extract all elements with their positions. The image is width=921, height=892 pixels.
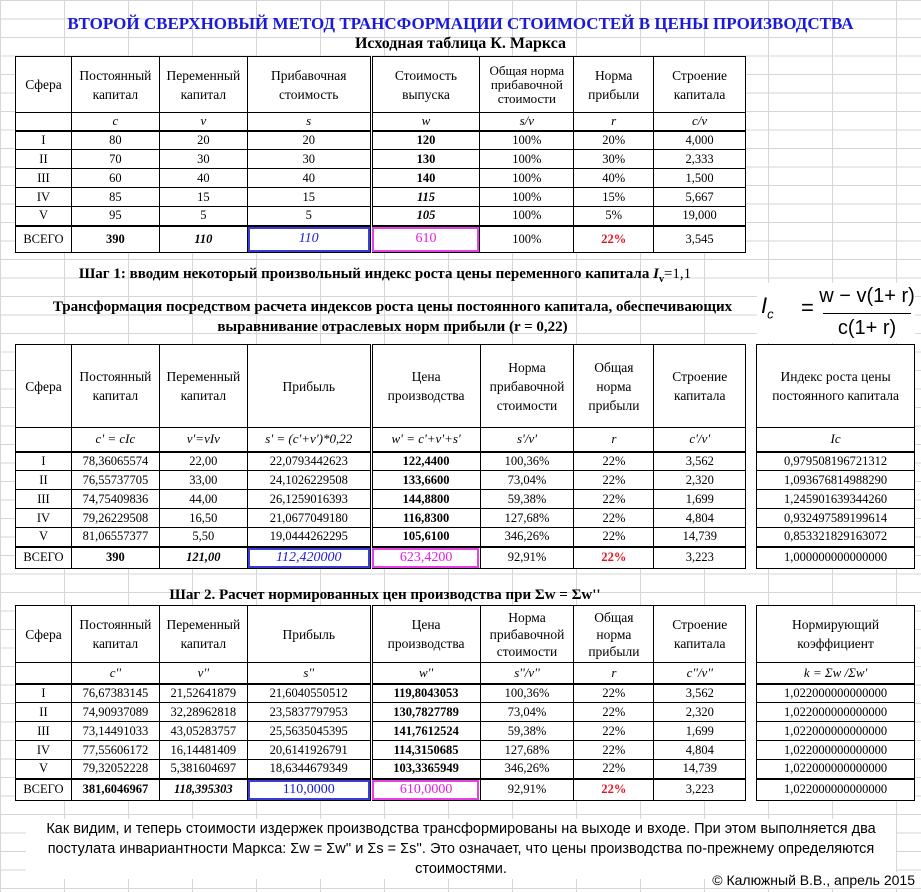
step1-text bbox=[20, 266, 750, 285]
cell: 120 bbox=[371, 131, 480, 150]
cell: 40% bbox=[574, 169, 654, 188]
header-cell: Цена производства bbox=[371, 606, 480, 663]
table2-header-row bbox=[16, 345, 915, 428]
cell: 1,093676814988290 bbox=[757, 471, 915, 490]
spacer-cell bbox=[746, 606, 757, 801]
formula-lhs: $I_c$ bbox=[761, 293, 774, 322]
table-row bbox=[16, 703, 915, 722]
cell: 59,38% bbox=[480, 490, 574, 509]
cell: 74,90937089 bbox=[71, 703, 159, 722]
cell: 22% bbox=[574, 703, 654, 722]
cell: 127,68% bbox=[480, 741, 574, 760]
cell: 4,804 bbox=[654, 509, 746, 528]
header-cell: Стоимость выпуска bbox=[371, 57, 480, 113]
header-cell: Постоянный капитал bbox=[71, 345, 159, 428]
symbol-cell: v'=vIv bbox=[159, 428, 247, 452]
symbol-cell: Ic bbox=[757, 428, 915, 452]
cell: 390 bbox=[71, 226, 159, 253]
cell: 73,04% bbox=[480, 471, 574, 490]
cell: 79,32052228 bbox=[71, 760, 159, 779]
cell: 3,223 bbox=[654, 779, 746, 801]
cell: 1,022000000000000 bbox=[757, 722, 915, 741]
symbol-cell: s'' bbox=[247, 663, 371, 684]
cell: 105,6100 bbox=[371, 528, 480, 547]
cell: 40 bbox=[247, 169, 371, 188]
cell: 144,8800 bbox=[371, 490, 480, 509]
table-row bbox=[16, 528, 915, 547]
cell: III bbox=[16, 490, 72, 509]
sum-s-value: 110 bbox=[298, 231, 319, 247]
table-row bbox=[16, 684, 915, 703]
symbol-cell bbox=[16, 113, 72, 131]
cell: 22% bbox=[574, 490, 654, 509]
symbol-cell: v'' bbox=[159, 663, 247, 684]
cell: 116,8300 bbox=[371, 509, 480, 528]
sum-price-value: 623,4200 bbox=[399, 549, 453, 565]
total-row bbox=[16, 779, 915, 801]
cell: 85 bbox=[71, 188, 159, 207]
cell: V bbox=[16, 207, 72, 226]
cell: 92,91% bbox=[480, 779, 574, 801]
cell: 140 bbox=[371, 169, 480, 188]
cell: II bbox=[16, 150, 72, 169]
cell: 78,36065574 bbox=[71, 452, 159, 471]
header-cell: Переменный капитал bbox=[159, 606, 247, 663]
symbol-cell: s bbox=[247, 113, 371, 131]
table1-header-row bbox=[16, 57, 746, 113]
cell: 44,00 bbox=[159, 490, 247, 509]
conclusion-text: Как видим, и теперь стоимости издержек производства трансформированы на выходе и входе. При этом выполняется два постулата инвариантности Маркса: Σw = Σw'' и Σs = Σs''. Это означает, что цены производства по-прежнему определяются стоимостями. bbox=[26, 819, 896, 879]
cell: 141,7612524 bbox=[371, 722, 480, 741]
header-cell: Норма прибавочной стоимости bbox=[480, 606, 574, 663]
cell: 121,00 bbox=[159, 547, 247, 569]
cell: 0,932497589199614 bbox=[757, 509, 915, 528]
symbol-cell: s/v bbox=[480, 113, 574, 131]
cell: IV bbox=[16, 741, 72, 760]
cell: 2,320 bbox=[654, 703, 746, 722]
cell: 105 bbox=[371, 207, 480, 226]
cell: 22% bbox=[574, 509, 654, 528]
cell: 20% bbox=[574, 131, 654, 150]
cell: 15 bbox=[247, 188, 371, 207]
cell: 127,68% bbox=[480, 509, 574, 528]
cell bbox=[371, 547, 480, 569]
header-cell: Постоянный капитал bbox=[71, 606, 159, 663]
table1-caption: Исходная таблица К. Маркса bbox=[354, 35, 567, 52]
symbol-cell: r bbox=[574, 113, 654, 131]
transformation-intro: Трансформация посредством расчета индексов роста цены постоянного капитала, обеспечивающих выравнивание отраслевых норм прибыли (r = 0,22) bbox=[52, 299, 733, 335]
sum-w-value: 610 bbox=[415, 231, 437, 247]
table-row bbox=[16, 188, 746, 207]
formula-equals: = bbox=[801, 295, 814, 320]
step2-text: Шаг 2. Расчет нормированных цен производства при Σw = Σw'' bbox=[169, 587, 601, 603]
cell: 100% bbox=[480, 169, 574, 188]
header-cell: Норма прибавочной стоимости bbox=[480, 345, 574, 428]
cell: 1,022000000000000 bbox=[757, 703, 915, 722]
cell: II bbox=[16, 471, 72, 490]
symbol-cell: v bbox=[159, 113, 247, 131]
symbol-cell: r bbox=[574, 428, 654, 452]
table-row bbox=[16, 169, 746, 188]
cell bbox=[371, 779, 480, 801]
header-cell: Постоянный капитал bbox=[71, 57, 159, 113]
cell: 40 bbox=[159, 169, 247, 188]
symbol-cell: r bbox=[574, 663, 654, 684]
symbol-cell: s''/v'' bbox=[480, 663, 574, 684]
cell: 100% bbox=[480, 131, 574, 150]
cell: I bbox=[16, 452, 72, 471]
cell: 5,667 bbox=[654, 188, 746, 207]
cell: 122,4400 bbox=[371, 452, 480, 471]
cell: 1,699 bbox=[654, 722, 746, 741]
cell: 346,26% bbox=[480, 760, 574, 779]
cell: 22% bbox=[574, 528, 654, 547]
symbol-cell: c''/v'' bbox=[654, 663, 746, 684]
header-cell: Строение капитала bbox=[654, 345, 746, 428]
formula-numerator: w − v(1+ r) bbox=[819, 285, 915, 307]
cell: 100% bbox=[480, 188, 574, 207]
cell: 0,853321829163072 bbox=[757, 528, 915, 547]
cell: III bbox=[16, 169, 72, 188]
cell: 114,3150685 bbox=[371, 741, 480, 760]
cell: 110 bbox=[159, 226, 247, 253]
cell: 76,67383145 bbox=[71, 684, 159, 703]
header-cell: Сфера bbox=[16, 606, 72, 663]
cell: 22% bbox=[574, 547, 654, 569]
cell: 1,000000000000000 bbox=[757, 547, 915, 569]
header-cell: Строение капитала bbox=[654, 606, 746, 663]
cell: 100% bbox=[480, 226, 574, 253]
cell: 77,55606172 bbox=[71, 741, 159, 760]
cell: 1,500 bbox=[654, 169, 746, 188]
cell: 22% bbox=[574, 741, 654, 760]
cell: 22% bbox=[574, 760, 654, 779]
sum-normalized-profit-value: 110,0000 bbox=[282, 781, 335, 797]
table-row bbox=[16, 150, 746, 169]
cell: 20,6141926791 bbox=[247, 741, 371, 760]
symbol-cell: c/v bbox=[654, 113, 746, 131]
table1-symbol-row bbox=[16, 113, 746, 131]
cell: 30 bbox=[247, 150, 371, 169]
cell: 130,7827789 bbox=[371, 703, 480, 722]
cell: 18,6344679349 bbox=[247, 760, 371, 779]
cell: 20 bbox=[247, 131, 371, 150]
cell: 381,6046967 bbox=[71, 779, 159, 801]
cell: 22% bbox=[574, 226, 654, 253]
cell: IV bbox=[16, 509, 72, 528]
cell: 20 bbox=[159, 131, 247, 150]
cell: 390 bbox=[71, 547, 159, 569]
cell: 1,699 bbox=[654, 490, 746, 509]
cell: 130 bbox=[371, 150, 480, 169]
cell: 16,50 bbox=[159, 509, 247, 528]
cell: 118,395303 bbox=[159, 779, 247, 801]
cell: 22,00 bbox=[159, 452, 247, 471]
header-cell: Общая норма прибыли bbox=[574, 606, 654, 663]
step1-value: =1,1 bbox=[663, 266, 692, 282]
cell: ВСЕГО bbox=[16, 226, 72, 253]
cell: 59,38% bbox=[480, 722, 574, 741]
cell: 60 bbox=[71, 169, 159, 188]
cell: 4,804 bbox=[654, 741, 746, 760]
cell: 23,5837797953 bbox=[247, 703, 371, 722]
cell: 73,14491033 bbox=[71, 722, 159, 741]
header-cell: Общая норма прибыли bbox=[574, 345, 654, 428]
cell: 30% bbox=[574, 150, 654, 169]
cell: 3,223 bbox=[654, 547, 746, 569]
cell: IV bbox=[16, 188, 72, 207]
cell: 4,000 bbox=[654, 131, 746, 150]
table2-symbol-row bbox=[16, 428, 915, 452]
cell: 92,91% bbox=[480, 547, 574, 569]
header-cell: Строение капитала bbox=[654, 57, 746, 113]
page-title: ВТОРОЙ СВЕРХНОВЫЙ МЕТОД ТРАНСФОРМАЦИИ СТОИМОСТЕЙ В ЦЕНЫ ПРОИЗВОДСТВА bbox=[67, 14, 854, 33]
cell: 2,333 bbox=[654, 150, 746, 169]
cell: 22,0793442623 bbox=[247, 452, 371, 471]
cell: 26,1259016393 bbox=[247, 490, 371, 509]
table-row bbox=[16, 207, 746, 226]
cell: 30 bbox=[159, 150, 247, 169]
table-step2-normalized bbox=[15, 605, 915, 801]
cell: 100% bbox=[480, 150, 574, 169]
step1-subscript: v bbox=[658, 274, 664, 285]
cell: 14,739 bbox=[654, 528, 746, 547]
header-cell: Норма прибыли bbox=[574, 57, 654, 113]
cell: 21,0677049180 bbox=[247, 509, 371, 528]
cell: 79,26229508 bbox=[71, 509, 159, 528]
step1-symbol: I bbox=[653, 266, 659, 282]
cell: 14,739 bbox=[654, 760, 746, 779]
ic-formula bbox=[757, 283, 915, 343]
cell: 22% bbox=[574, 779, 654, 801]
symbol-cell: c bbox=[71, 113, 159, 131]
cell: II bbox=[16, 703, 72, 722]
cell: 76,55737705 bbox=[71, 471, 159, 490]
cell: 346,26% bbox=[480, 528, 574, 547]
cell: 100,36% bbox=[480, 684, 574, 703]
cell: 21,6040550512 bbox=[247, 684, 371, 703]
header-cell: Общая норма прибавочной стоимости bbox=[480, 57, 574, 113]
cell: 43,05283757 bbox=[159, 722, 247, 741]
cell: ВСЕГО bbox=[16, 779, 72, 801]
cell: III bbox=[16, 722, 72, 741]
cell: 81,06557377 bbox=[71, 528, 159, 547]
cell: 22% bbox=[574, 471, 654, 490]
formula-fraction-bar bbox=[823, 313, 911, 314]
cell: 5 bbox=[247, 207, 371, 226]
cell: 1,022000000000000 bbox=[757, 741, 915, 760]
symbol-cell: w' = c'+v'+s' bbox=[371, 428, 480, 452]
cell: 1,022000000000000 bbox=[757, 779, 915, 801]
cell: 3,562 bbox=[654, 684, 746, 703]
cell: 15% bbox=[574, 188, 654, 207]
cell: ВСЕГО bbox=[16, 547, 72, 569]
total-row bbox=[16, 547, 915, 569]
symbol-cell bbox=[16, 428, 72, 452]
header-cell: Нормирующий коэффициент bbox=[757, 606, 915, 663]
cell: 33,00 bbox=[159, 471, 247, 490]
cell: 73,04% bbox=[480, 703, 574, 722]
header-cell: Индекс роста цены постоянного капитала bbox=[757, 345, 915, 428]
table-row bbox=[16, 760, 915, 779]
table-row bbox=[16, 452, 915, 471]
header-cell: Цена производства bbox=[371, 345, 480, 428]
sum-normalized-price-value: 610,0000 bbox=[399, 781, 453, 797]
table-row bbox=[16, 490, 915, 509]
table-marx-original bbox=[15, 56, 746, 253]
cell: I bbox=[16, 684, 72, 703]
cell: 80 bbox=[71, 131, 159, 150]
cell: 70 bbox=[71, 150, 159, 169]
total-row bbox=[16, 226, 746, 253]
cell: 1,022000000000000 bbox=[757, 760, 915, 779]
cell: I bbox=[16, 131, 72, 150]
symbol-cell: c' = cIc bbox=[71, 428, 159, 452]
cell: 133,6600 bbox=[371, 471, 480, 490]
cell: 0,979508196721312 bbox=[757, 452, 915, 471]
cell: 5,50 bbox=[159, 528, 247, 547]
header-cell: Прибавочная стоимость bbox=[247, 57, 371, 113]
header-cell: Сфера bbox=[16, 57, 72, 113]
table-step1-prices bbox=[15, 344, 915, 569]
header-cell: Переменный капитал bbox=[159, 57, 247, 113]
cell: 3,562 bbox=[654, 452, 746, 471]
cell bbox=[247, 226, 371, 253]
header-cell: Сфера bbox=[16, 345, 72, 428]
copyright: © Калюжный В.В., апрель 2015 bbox=[712, 872, 915, 888]
cell: 16,14481409 bbox=[159, 741, 247, 760]
symbol-cell: k = Σw /Σw' bbox=[757, 663, 915, 684]
cell bbox=[247, 779, 371, 801]
symbol-cell: c'/v' bbox=[654, 428, 746, 452]
table-row bbox=[16, 722, 915, 741]
cell: 22% bbox=[574, 452, 654, 471]
cell: 5,381604697 bbox=[159, 760, 247, 779]
cell: 95 bbox=[71, 207, 159, 226]
table-row bbox=[16, 509, 915, 528]
symbol-cell: s'/v' bbox=[480, 428, 574, 452]
header-cell: Прибыль bbox=[247, 345, 371, 428]
formula-lhs-sub: c bbox=[767, 306, 774, 322]
cell: 1,245901639344260 bbox=[757, 490, 915, 509]
cell: 100,36% bbox=[480, 452, 574, 471]
table-row bbox=[16, 741, 915, 760]
table3-symbol-row bbox=[16, 663, 915, 684]
sum-profit-value: 112,420000 bbox=[276, 549, 342, 565]
spacer-cell bbox=[746, 345, 757, 569]
cell: V bbox=[16, 528, 72, 547]
table-row bbox=[16, 471, 915, 490]
cell: 2,320 bbox=[654, 471, 746, 490]
cell: 1,022000000000000 bbox=[757, 684, 915, 703]
cell: 19,0444262295 bbox=[247, 528, 371, 547]
cell: 5 bbox=[159, 207, 247, 226]
cell: 22% bbox=[574, 722, 654, 741]
step1-label: Шаг 1: вводим некоторый произвольный индекс роста цены переменного капитала bbox=[78, 266, 650, 282]
formula-denominator: c(1+ r) bbox=[837, 317, 897, 339]
cell: 5% bbox=[574, 207, 654, 226]
table-row bbox=[16, 131, 746, 150]
cell: 15 bbox=[159, 188, 247, 207]
cell: 100% bbox=[480, 207, 574, 226]
cell: 21,52641879 bbox=[159, 684, 247, 703]
cell: 32,28962818 bbox=[159, 703, 247, 722]
cell: 119,8043053 bbox=[371, 684, 480, 703]
symbol-cell bbox=[16, 663, 72, 684]
symbol-cell: w bbox=[371, 113, 480, 131]
cell: 74,75409836 bbox=[71, 490, 159, 509]
cell: 103,3365949 bbox=[371, 760, 480, 779]
cell: V bbox=[16, 760, 72, 779]
cell bbox=[371, 226, 480, 253]
symbol-cell: w'' bbox=[371, 663, 480, 684]
cell: 19,000 bbox=[654, 207, 746, 226]
header-cell: Прибыль bbox=[247, 606, 371, 663]
header-cell: Переменный капитал bbox=[159, 345, 247, 428]
symbol-cell: c'' bbox=[71, 663, 159, 684]
cell: 115 bbox=[371, 188, 480, 207]
symbol-cell: s' = (c'+v')*0,22 bbox=[247, 428, 371, 452]
cell: 22% bbox=[574, 684, 654, 703]
cell: 25,5635045395 bbox=[247, 722, 371, 741]
cell bbox=[247, 547, 371, 569]
table3-header-row bbox=[16, 606, 915, 663]
cell: 3,545 bbox=[654, 226, 746, 253]
cell: 24,1026229508 bbox=[247, 471, 371, 490]
